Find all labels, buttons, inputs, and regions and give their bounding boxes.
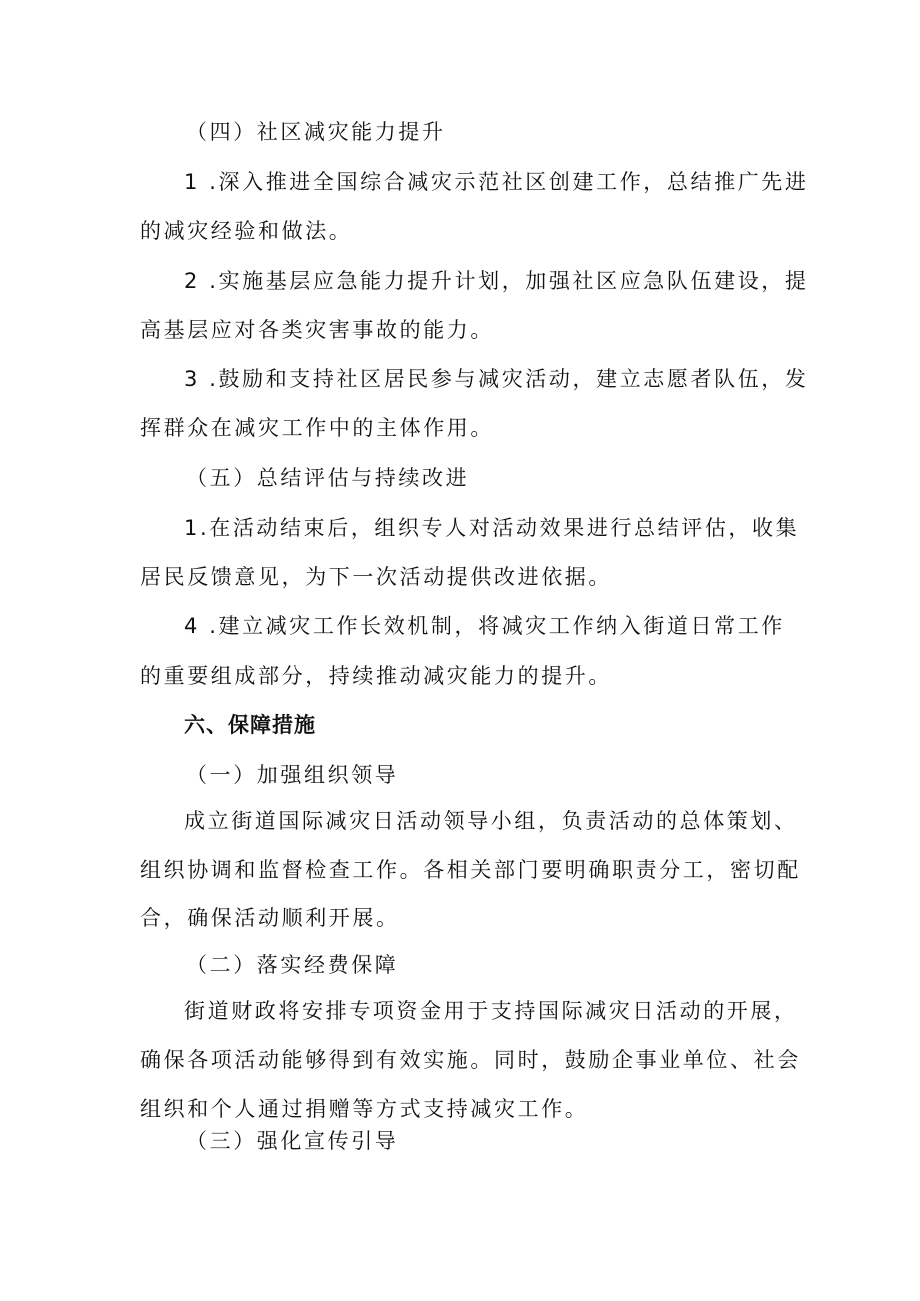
section-heading-5: （五）总结评估与持续改进 — [186, 466, 470, 490]
section-heading-4: （四）社区减灾能力提升 — [186, 120, 446, 144]
paragraph-line: 1 .深入推进全国综合减灾示范社区创建工作，总结推广先进 — [184, 170, 809, 194]
paragraph-line: 挥群众在减灾工作中的主体作用。 — [140, 416, 494, 440]
paragraph-line: 4 .建立减灾工作长效机制，将减灾工作纳入街道日常工作 — [184, 614, 785, 638]
paragraph-line: 组织协调和监督检查工作。各相关部门要明确职责分工，密切配 — [140, 858, 801, 882]
paragraph-line: 3 .鼓励和支持社区居民参与减灾活动，建立志愿者队伍，发 — [184, 367, 809, 391]
paragraph-line: 街道财政将安排专项资金用于支持国际减灾日活动的开展， — [184, 999, 798, 1023]
paragraph-line: 2 .实施基层应急能力提升计划，加强社区应急队伍建设，提 — [184, 269, 809, 293]
paragraph-line: 居民反馈意见，为下一次活动提供改进依据。 — [140, 565, 612, 589]
paragraph-line: 合，确保活动顺利开展。 — [140, 906, 400, 930]
paragraph-line: 1.在活动结束后，组织专人对活动效果进行总结评估，收集 — [184, 516, 800, 540]
paragraph-line: 的重要组成部分，持续推动减灾能力的提升。 — [140, 664, 612, 688]
paragraph-line: 成立街道国际减灾日活动领导小组，负责活动的总体策划、 — [184, 809, 798, 833]
subsection-heading-3: （三）强化宣传引导 — [186, 1129, 399, 1153]
paragraph-line: 高基层应对各类灾害事故的能力。 — [140, 318, 494, 342]
main-heading-6: 六、保障措施 — [184, 713, 316, 737]
subsection-heading-1: （一）加强组织领导 — [186, 763, 399, 787]
paragraph-line: 组织和个人通过捐赠等方式支持减灾工作。 — [140, 1097, 589, 1121]
paragraph-line: 的减灾经验和做法。 — [140, 219, 353, 243]
paragraph-line: 确保各项活动能够得到有效实施。同时，鼓励企事业单位、社会 — [140, 1048, 801, 1072]
subsection-heading-2: （二）落实经费保障 — [186, 953, 399, 977]
